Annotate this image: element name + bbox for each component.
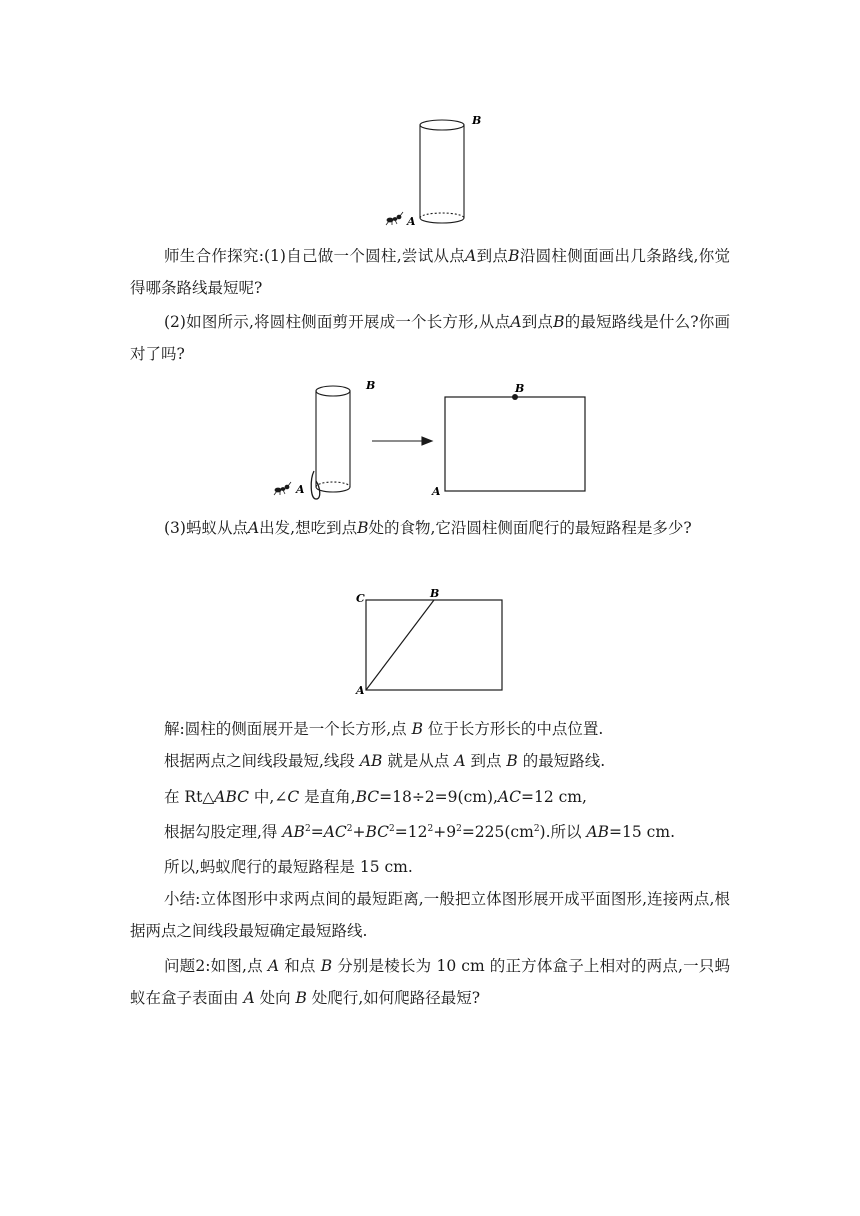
solution-line-2: 根据两点之间线段最短,线段 AB 就是从点 A 到点 B 的最短路线.: [164, 752, 606, 770]
rectangle-outline: [366, 600, 502, 690]
cyl-point-b-label: B: [366, 379, 376, 392]
unfolded-rectangle: [445, 397, 585, 491]
ant-icon: [274, 482, 291, 495]
paragraph-unfold: (2)如图所示,将圆柱侧面剪开展成一个长方形,从点A到点B的最短路线是什么?你画对了吗?: [130, 313, 730, 363]
cylinder-figure: [380, 110, 500, 235]
summary-paragraph: 小结:立体图形中求两点间的最短距离,一般把立体图形展开成平面图形,连接两点,根据两点之间线段最短确定最短路线.: [130, 890, 730, 940]
rect-point-a-label: A: [432, 485, 441, 498]
point-a-label: A: [407, 215, 416, 228]
point-a-label: A: [356, 684, 365, 697]
point-c-label: C: [356, 592, 365, 605]
rect-point-b-label: B: [515, 382, 525, 395]
solution-line-3: 在 Rt△ABC 中,∠C 是直角,BC=18÷2=9(cm),AC=12 cm,: [164, 788, 587, 806]
point-b-label: B: [472, 114, 482, 127]
segment-ab: [366, 600, 434, 690]
ant-icon: [386, 212, 403, 225]
cylinder-small: [311, 386, 350, 499]
unfold-figure: [270, 375, 600, 505]
point-b-label: B: [430, 588, 440, 600]
cylinder-top: [420, 120, 464, 130]
solution-line-4: 根据勾股定理,得 $AB^2=AC^2+BC^2=12^2+9^2=225(cm^2)$.所以 AB=15 cm.: [164, 823, 675, 841]
paragraph-explore: 师生合作探究:(1)自己做一个圆柱,尝试从点A到点B沿圆柱侧面画出几条路线,你觉得哪条路线最短呢?: [130, 247, 730, 297]
question-2-paragraph: 问题2:如图,点 A 和点 B 分别是棱长为 10 cm 的正方体盒子上相对的两点,一只蚂蚁在盒子表面由 A 处向 B 处爬行,如何爬路径最短?: [130, 957, 730, 1007]
paragraph-ant-question: (3)蚂蚁从点A出发,想吃到点B处的食物,它沿圆柱侧面爬行的最短路程是多少?: [164, 519, 692, 537]
arrow-icon: [372, 437, 432, 445]
solution-line-1: 解:圆柱的侧面展开是一个长方形,点 B 位于长方形长的中点位置.: [164, 720, 604, 738]
cyl-point-a-label: A: [296, 483, 305, 496]
solution-line-5: 所以,蚂蚁爬行的最短路程是 15 cm.: [164, 858, 413, 876]
rectangle-ab-figure: [352, 588, 512, 698]
